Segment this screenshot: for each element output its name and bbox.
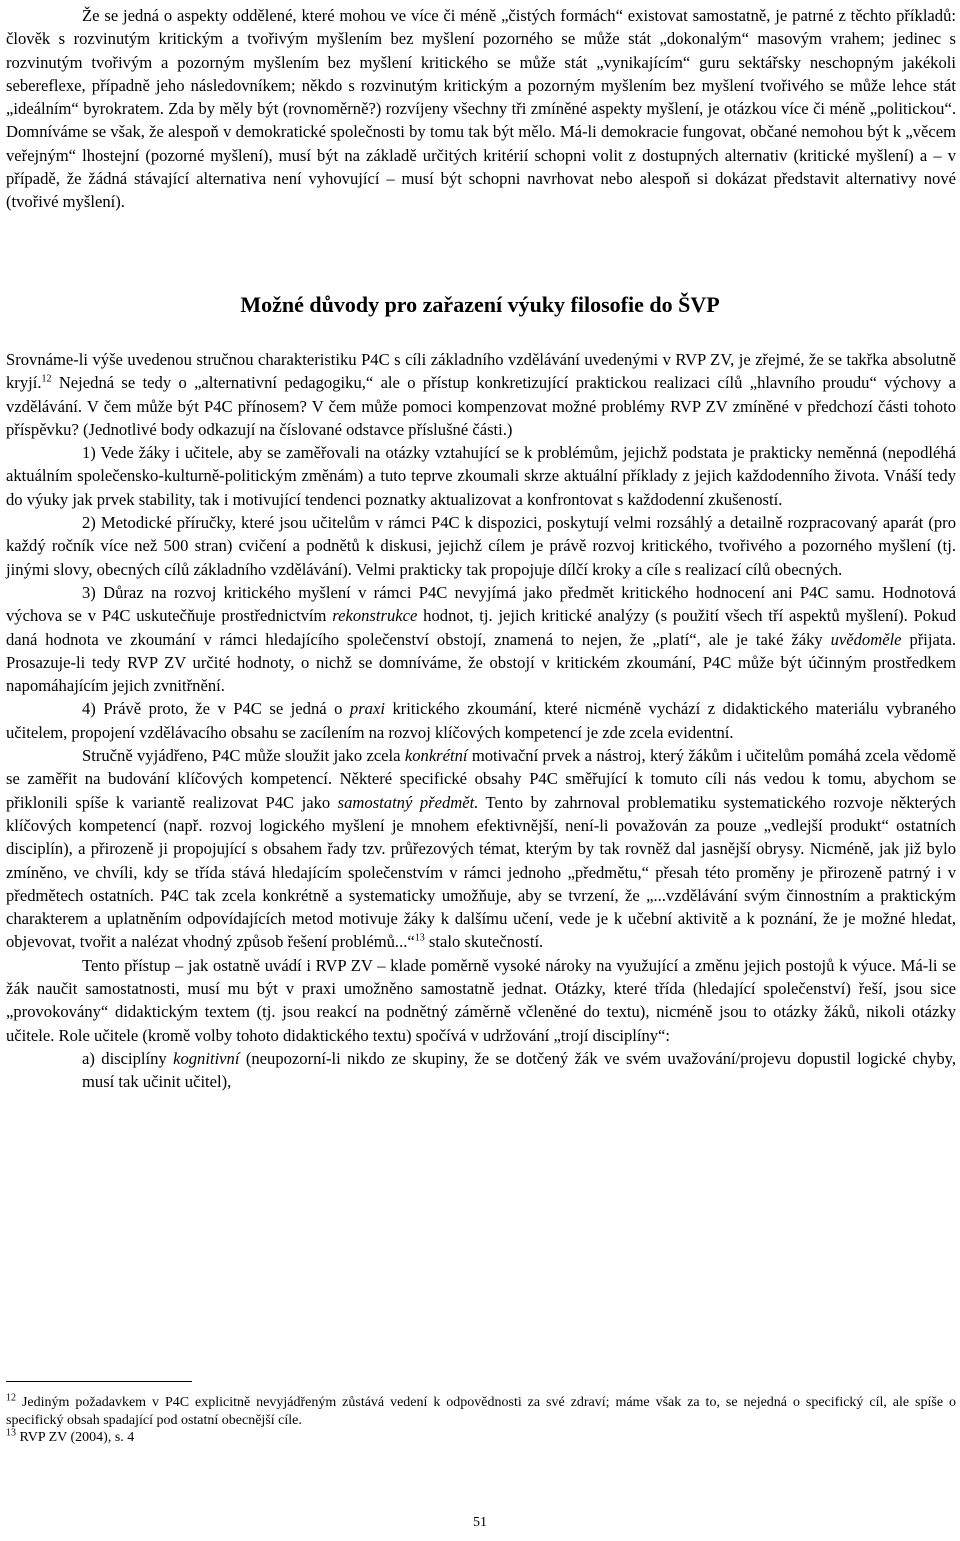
footnote-text-13: RVP ZV (2004), s. 4 [16,1430,135,1445]
summary-italic-konkretni: konkrétní [404,746,468,766]
paragraph-text: Že se jedná o aspekty oddělené, které mohou ve více či méně „čistých formách“ existovat samostatně, je patrné z těchto příkladů: člověk s rozvinutým kritickým a tvořivým myšlením bez myšlení pozorného se může stát „dokonalým“ masovým vrahem; jedinec s rozvinutým tvořivým a pozorným myšlením bez myšlení kritického se může stát „vynikajícím“ guru sektářsky neschopným jakékoli sebereflexe, případně jeho následovníkem; někdo s rozvinutým kritickým a pozorným myšlením bez myšlení tvořivého se může lehce stát „ideálním“ byrokratem. Zda by měly být (rovnoměrně?) rozvíjeny všechny tři zmíněné aspekty myšlení, je otázkou více či méně „politickou“. Domníváme se však, že alespoň v demokratické společnosti by tomu tak být mělo. Má-li demokracie fungovat, občané nemohou být k „věcem veřejným“ lhostejní (pozorné myšlení), musí být na základě určitých kritérií schopni volit z dostupných alternativ (kritické myšlení) a – v případě, že žádná stávající alternativa není vyhovující – musí být schopni navrhovat nebo alespoň si dokázat představit alternativy nové (tvořivé myšlení). [6,6,956,212]
section-body [6,348,956,1094]
summary-text-c: Tento by zahrnoval problematiku systematického rozvoje některých klíčových kompetencí (např. rozvoj logického myšlení je mnohem efektivnější, není-li považován za pouze „vedlejší produkt“ ostatních disciplín), a přirozeně ji propojující s obsahem řady tzv. průřezových témat, kterým by tak rovněž dal jasnější obrysy. Nicméně, jak již bylo zmíněno, ve chvíli, kdy se třída stává hledajícím společenstvím v rámci jednoho „předmětu,“ přesah této proměny je přirozeně patrný i v předmětech ostatních. P4C tak zcela konkrétně a systematicky umožňuje, aby se tvrzení, že „...vzdělávání svým činnostním a praktickým charakterem a uplatněním odpovídajících metod motivuje žáky k dalšímu učení, vede je k učební aktivitě a k poznání, že je možné hledat, objevovat, tvořit a nalézat vhodný způsob řešení problémů...“ [6,792,956,952]
section-heading: Možné důvody pro zařazení výuky filosofie do ŠVP [240,292,720,317]
footnote-12 [6,1394,956,1429]
list-a-text-1: a) disciplíny [82,1048,174,1068]
footnote-13 [6,1429,956,1447]
summary-text-b: motivační prvek a nástroj, který žákům i učitelům pomáhá zcela vědomě se zaměřit na budování klíčových kompetencí. Některé specifické obsahy P4C směřující k tomuto cíli nás vedou k tomu, abychom se přiklonili spíše k variantě realizovat P4C jako [6,746,956,812]
point-2: 2) Metodické příručky, které jsou učitelům v rámci P4C k dispozici, poskytují velmi rozsáhlý a detailně rozpracovaný aparát (pro každý ročník více než 500 stran) cvičení a podnětů k diskusi, jejichž cílem je právě rozvoj kritického, tvořivého a pozorného myšlení (tj. jinými slovy, obecných cílů základního vzdělávání). Velmi prakticky tak propojuje dílčí kroky a cíle s realizací cílů obecných. [6,513,956,579]
page-number: 51 [473,1515,487,1530]
footnote-text-12: Jediným požadavkem v P4C explicitně nevyjádřeným zůstává vedení k odpovědnosti za své zdraví; máme však za to, se nejedná o specifický cíl, ale spíše o specifický obsah spadající pod ostatní obecnější cíle. [6,1395,956,1428]
point-4-text-b: kritického zkoumání, které nicméně vychází z didaktického materiálu vybraného učitelem, propojení vzdělávacího obsahu se zacílením na rozvoj klíčových kompetencí je zde zcela evidentní. [6,699,956,742]
list-a-text-2: (neupozorní-li nikdo ze skupiny, že se dotčený žák ve svém uvažování/projevu dopustil logické chyby, musí tak učinit učitel), [82,1048,956,1092]
summary-italic-samostatny-predmet: samostatný předmět. [337,792,479,812]
intro-paragraph [6,348,956,441]
point-1: 1) Vede žáky i učitele, aby se zaměřovali na otázky vztahující se k problémům, jejichž podstata je prakticky neměnná (nepodléhá aktuálním společensko-kulturně-politickým změnám) a tuto teprve zkoumali skrze aktuální příklady z jejich každodenního života. Vnáší tedy do výuky jak prvek stability, tak i motivující tendenci poznatky aktualizovat a konfrontovat s každodenní zkušeností. [6,443,956,509]
footnote-number-12: 12 [6,1392,16,1404]
footnote-divider [6,1381,192,1382]
footnote-ref-13[interactable]: 13 [414,932,425,944]
summary-text-d: stalo skutečností. [424,932,544,952]
paragraph-aspects [6,4,956,214]
point-4 [6,697,956,744]
list-a-italic-kognitivni: kognitivní [173,1048,240,1068]
list-item-a [6,1047,956,1094]
point-4-italic-praxi: praxi [349,699,385,719]
point-3-italic-rekonstrukce: rekonstrukce [332,606,418,626]
point-4-text-a: 4) Právě proto, že v P4C se jedná o [82,699,350,719]
approach-paragraph: Tento přístup – jak ostatně uvádí i RVP ZV – klade poměrně vysoké nároky na využující a změnu jejich postojů k výuce. Má-li se žák naučit samostatnosti, musí mu být v praxi umožněno samostatně jednat. Otázky, které třída (hledající společenství) řeší, jsou sice „provokovány“ didaktickým textem (tj. jsou reakcí na podnětný záměrně včleněné do textu), nicméně jsou to otázky žáků, nikoli otázky učitele. Role učitele (kromě volby tohoto didaktického textu) spočívá v udržování „trojí disciplíny“: [6,955,956,1045]
point-3-text-b: hodnot, tj. jejich kritické analýzy (s použití všech tří aspektů myšlení). Pokud daná hodnota ve zkoumání v rámci hledajícího společenství obstojí, znamená to nejen, že „platí“, ale je také žáky [6,606,956,649]
footnotes [6,1394,956,1447]
point-3-text-c: přijata. Prosazuje-li tedy RVP ZV určité hodnoty, o nichž se domníváme, že obstojí v kritickém zkoumání, P4C může být účinným prostředkem napomáhajícím jejich zvnitřnění. [6,629,956,696]
intro-text-b: Nejedná se tedy o „alternativní pedagogiku,“ ale o přístup konkretizující praktickou realizaci cílů „hlavního proudu“ výchovy a vzdělávání. V čem může být P4C přínosem? V čem může pomoci kompenzovat možné problémy RVP ZV zmíněné v předchozí části tohoto příspěvku? (Jednotlivé body odkazují na číslované odstavce příslušné části.) [6,373,956,439]
summary-paragraph [6,744,956,954]
intro-text-a: Srovnáme-li výše uvedenou stručnou charakteristiku P4C s cíli základního vzdělávání uvedenými v RVP ZV, je zřejmé, že se takřka absolutně kryjí. [6,350,956,393]
point-3 [6,581,956,697]
point-3-italic-uvedomele: uvědoměle [830,629,902,649]
point-3-text-a: 3) Důraz na rozvoj kritického myšlení v rámci P4C nevyjímá jako předmět kritického hodnocení ani P4C samu. Hodnotová výchova se v P4C uskutečňuje prostřednictvím [6,582,956,626]
footnote-ref-12[interactable]: 12 [41,373,52,385]
summary-text-a: Stručně vyjádřeno, P4C může sloužit jako zcela [82,746,405,766]
footnote-number-13: 13 [6,1427,16,1439]
